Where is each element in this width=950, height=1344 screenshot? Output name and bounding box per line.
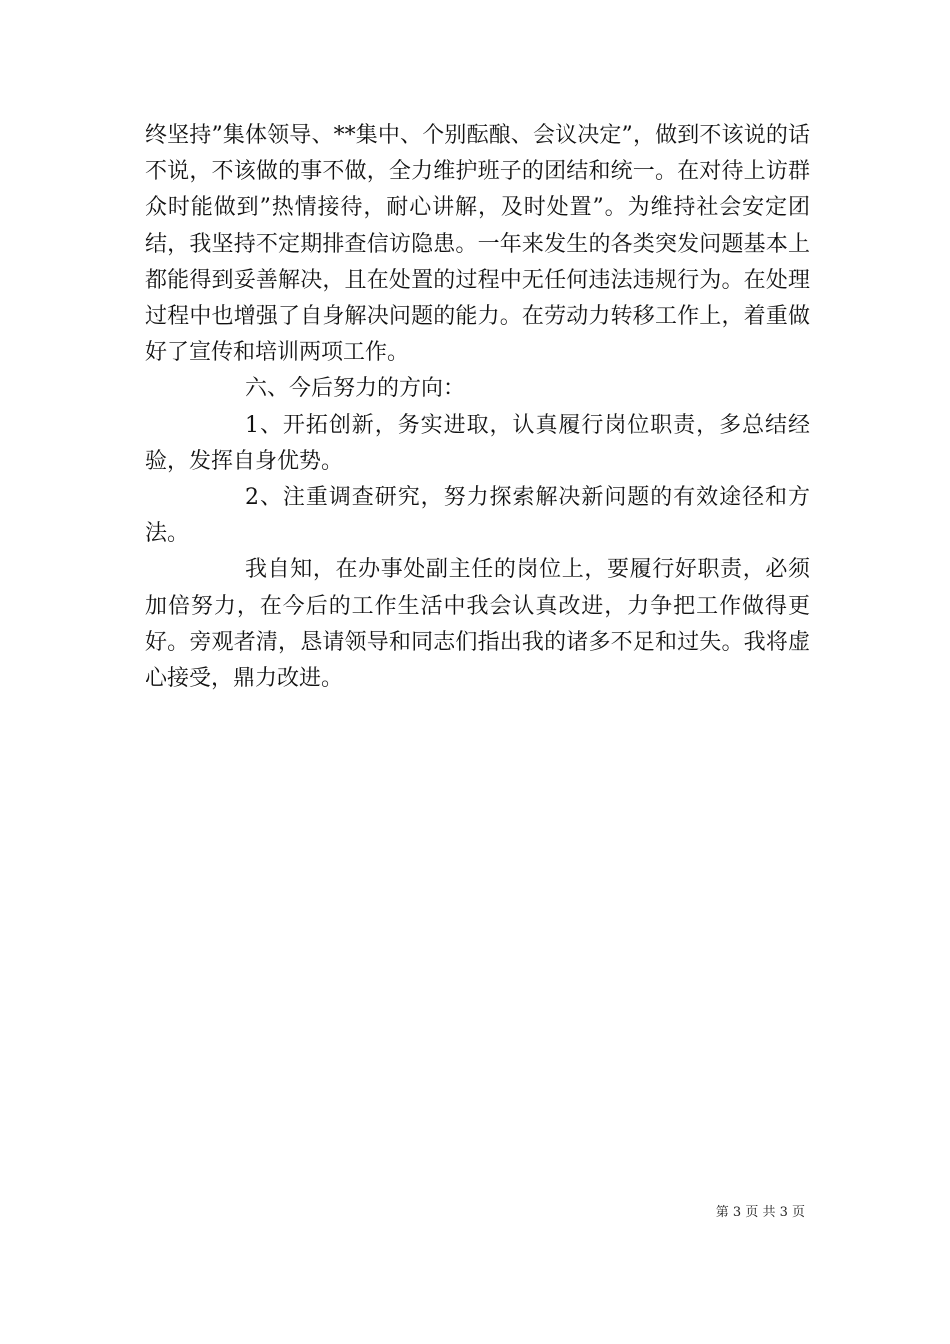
section-heading-future-direction: 六、今后努力的方向： (245, 376, 466, 402)
list-item-2: 2、注重调查研究，努力探索解决新问题的有效途径和方法。 (145, 485, 810, 547)
page-number-footer: 第 3 页 共 3 页 (715, 1205, 805, 1220)
paragraph-continuation: 终坚持”集体领导、**集中、个别酝酿、会议决定”，做到不该说的话不说，不该做的事不做，全力维护班子的团结和统一。在对待上访群众时能做到”热情接待，耐心讲解，及时处置”。为维持社会安定团结，我坚持不定期排查信访隐患。一年来发生的各类突发问题基本上都能得到妥善解决，且在处置的过程中无任何违法违规行为。在处理过程中也增强了自身解决问题的能力。在劳动力转移工作上，着重做好了宣传和培训两项工作。 (145, 123, 810, 366)
list-item-1: 1、开拓创新，务实进取，认真履行岗位职责，多总结经验，发挥自身优势。 (145, 412, 810, 474)
paragraph-closing: 我自知，在办事处副主任的岗位上，要履行好职责，必须加倍努力，在今后的工作生活中我会认真改进，力争把工作做得更好。旁观者清，恳请领导和同志们指出我的诸多不足和过失。我将虚心接受，鼎力改进。 (145, 557, 810, 692)
document-body (145, 118, 810, 697)
